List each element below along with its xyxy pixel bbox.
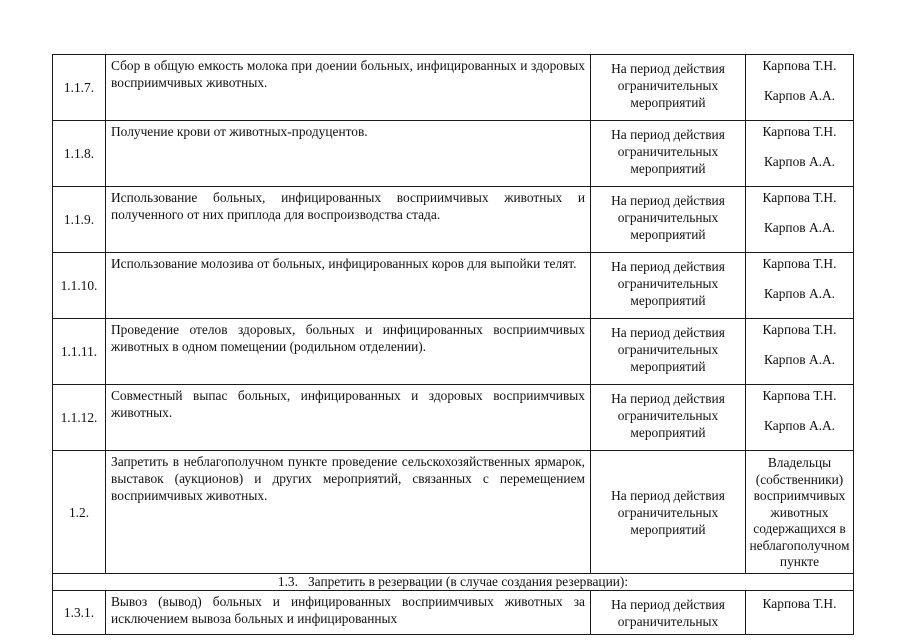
section-row xyxy=(53,574,854,591)
item-description: Использование молозива от больных, инфицированных коров для выпойки телят. xyxy=(106,253,591,319)
table-row xyxy=(53,187,854,253)
item-description: Совместный выпас больных, инфицированных и здоровых восприимчивых животных. xyxy=(106,385,591,451)
responsible-person: Карпова Т.Н. xyxy=(762,322,837,337)
section-number: 1.3. xyxy=(277,574,298,589)
item-responsible: Владельцы (собственники) восприимчивых животных содержащихся в неблагополучном пункте xyxy=(746,451,854,574)
table-row xyxy=(53,121,854,187)
responsible-person: Карпова Т.Н. xyxy=(762,124,837,139)
item-responsible xyxy=(746,121,854,187)
item-description: Запретить в неблагополучном пункте проведение сельскохозяйственных ярмарок, выставок (аукционов) и других мероприятий, связанных с перемещением восприимчивых животных. xyxy=(106,451,591,574)
section-title: Запретить в резервации (в случае создания резервации): xyxy=(307,574,629,589)
item-number: 1.1.10. xyxy=(53,253,106,319)
responsible-person: Карпов А.А. xyxy=(764,220,835,235)
item-number: 1.1.12. xyxy=(53,385,106,451)
item-number: 1.2. xyxy=(53,451,106,574)
responsible-person: Карпова Т.Н. xyxy=(762,256,837,271)
item-number: 1.1.9. xyxy=(53,187,106,253)
responsible-person: Карпов А.А. xyxy=(764,88,835,103)
section-heading xyxy=(53,574,854,591)
item-description: Вывоз (вывод) больных и инфицированных восприимчивых животных за исключением вывоза больных и инфицированных xyxy=(106,591,591,635)
item-responsible xyxy=(746,385,854,451)
item-term: На период действия ограничительных мероприятий xyxy=(591,319,746,385)
responsible-person: Карпов А.А. xyxy=(764,154,835,169)
document-page xyxy=(52,54,853,629)
table-row xyxy=(53,591,854,635)
item-responsible xyxy=(746,319,854,385)
item-term: На период действия ограничительных мероприятий xyxy=(591,121,746,187)
table-row xyxy=(53,253,854,319)
item-term: На период действия ограничительных мероприятий xyxy=(591,187,746,253)
item-responsible xyxy=(746,253,854,319)
table-row xyxy=(53,319,854,385)
responsible-person: Карпов А.А. xyxy=(764,352,835,367)
item-description: Использование больных, инфицированных восприимчивых животных и полученного от них приплода для воспроизводства стада. xyxy=(106,187,591,253)
item-responsible xyxy=(746,187,854,253)
responsible-person: Карпова Т.Н. xyxy=(762,388,837,403)
item-responsible xyxy=(746,591,854,635)
item-responsible xyxy=(746,55,854,121)
measures-table xyxy=(52,54,854,635)
responsible-person: Карпов А.А. xyxy=(764,286,835,301)
responsible-person: Карпова Т.Н. xyxy=(762,58,837,73)
responsible-person: Карпова Т.Н. xyxy=(762,190,837,205)
responsible-person: Карпов А.А. xyxy=(764,418,835,433)
item-number: 1.3.1. xyxy=(53,591,106,635)
item-term: На период действия ограничительных мероприятий xyxy=(591,55,746,121)
item-description: Получение крови от животных-продуцентов. xyxy=(106,121,591,187)
responsible-person: Карпова Т.Н. xyxy=(762,596,837,611)
item-number: 1.1.8. xyxy=(53,121,106,187)
item-term: На период действия ограничительных мероприятий xyxy=(591,253,746,319)
item-description: Проведение отелов здоровых, больных и инфицированных восприимчивых животных в одном помещении (родильном отделении). xyxy=(106,319,591,385)
item-term: На период действия ограничительных xyxy=(591,591,746,635)
item-term: На период действия ограничительных мероприятий xyxy=(591,451,746,574)
item-description: Сбор в общую емкость молока при доении больных, инфицированных и здоровых восприимчивых животных. xyxy=(106,55,591,121)
item-number: 1.1.11. xyxy=(53,319,106,385)
table-row xyxy=(53,385,854,451)
table-row xyxy=(53,55,854,121)
item-number: 1.1.7. xyxy=(53,55,106,121)
item-term: На период действия ограничительных мероприятий xyxy=(591,385,746,451)
table-row xyxy=(53,451,854,574)
